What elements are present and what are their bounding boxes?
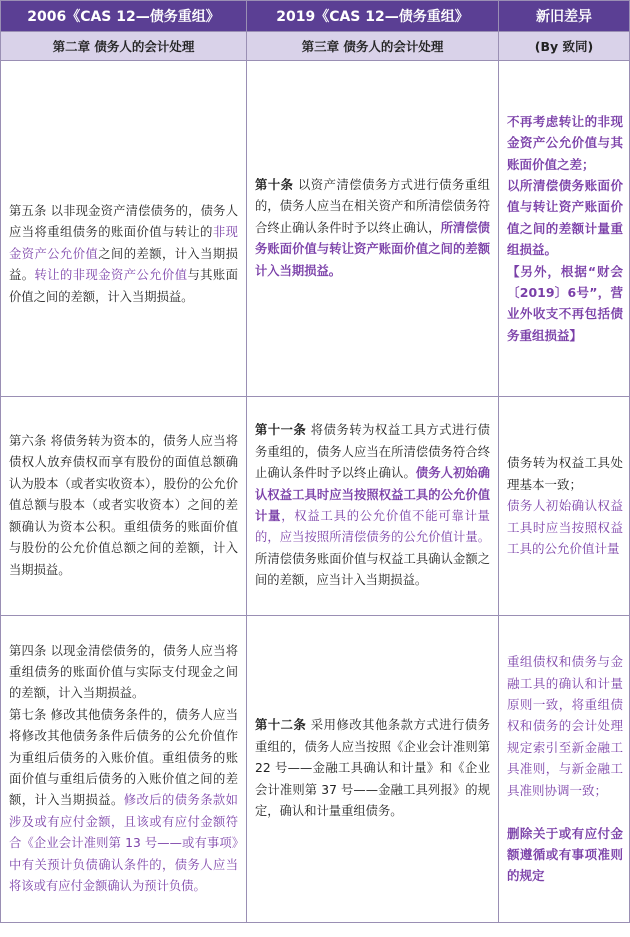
- old-highlight: 非现金资产公允价值: [9, 225, 238, 261]
- old-rule-cell: [1, 616, 247, 923]
- old-highlight: 转让的非现金资产公允价值: [34, 268, 188, 283]
- header-2006: 2006《CAS 12—债务重组》: [1, 1, 247, 32]
- diff-text: 重组债权和债务与金融工具的确认和计量原则一致，将重组债权和债务的会计处理规定索引至新金融工具准则，与新金融工具准则协调一致；: [507, 654, 623, 798]
- old-text: 与其账面价值之间的差额，计入当期损益。: [9, 268, 238, 304]
- table-row: [1, 616, 630, 923]
- new-highlight: 债务人初始确认权益工具时应当按照权益工具的公允价值计量: [255, 466, 490, 523]
- article-number: 第十条: [255, 177, 294, 192]
- diff-text: 以所清偿债务账面价值与转让资产账面价值之间的差额计量重组损益。: [507, 177, 623, 258]
- new-text: 所清偿债务账面价值与权益工具确认金额之间的差额，应当计入当期损益。: [255, 551, 490, 588]
- old-text: 第四条 以现金清偿债务的，债务人应当将重组债务的账面价值与实际支付现金之间的差额，计入当期损益。: [9, 643, 238, 701]
- old-text: 第五条 以非现金资产清偿债务的，债务人应当将重组债务的账面价值与转让的: [9, 203, 238, 240]
- diff-text: 【另外，根据“财会〔2019〕6号”，营业外收支不再包括债务重组损益】: [507, 263, 623, 343]
- subheader-row: [1, 32, 630, 61]
- article-number: 第十一条: [255, 423, 307, 438]
- old-text: 第六条 将债务转为资本的，债务人应当将债权人放弃债权而享有股份的面值总额确认为股本（或者实收资本），股份的公允价值总额与股本（或者实收资本）之间的差额确认为资本公积。重组债务的账面价值与股份的公允价值总额之间的差额，计入当期损益。: [9, 434, 238, 577]
- diff-text: 债务转为权益工具处理基本一致；: [507, 455, 623, 492]
- old-text: 之间的差额，计入当期损益。: [9, 246, 238, 283]
- subheader-2019: 第三章 债务人的会计处理: [247, 32, 499, 61]
- diff-cell: [499, 397, 630, 616]
- table-row: [1, 397, 630, 616]
- new-text: 采用修改其他条款方式进行债务重组的，债务人应当按照《企业会计准则第22 号——金融工具确认和计量》和《企业会计准则第 37 号——金融工具列报》的规定，确认和计量重组债务。: [255, 718, 490, 819]
- new-rule-cell: [247, 61, 499, 397]
- diff-text: 债务人初始确认权益工具时应当按照权益工具的公允价值计量: [507, 498, 623, 557]
- old-rule-cell: [1, 397, 247, 616]
- header-diff: 新旧差异: [499, 1, 630, 32]
- new-rule-cell: [247, 397, 499, 616]
- new-rule-cell: [247, 616, 499, 923]
- subheader-2006: 第二章 债务人的会计处理: [1, 32, 247, 61]
- diff-cell: [499, 616, 630, 923]
- new-highlight: 所清偿债务账面价值与转让资产账面价值之间的差额计入当期损益。: [255, 220, 490, 278]
- new-text: 将债务转为权益工具方式进行债务重组的，债务人应当在所清偿债务符合终止确认条件时予以终止确认。: [255, 423, 490, 481]
- diff-text: 删除关于或有应付金额遵循或有事项准则的规定: [507, 825, 623, 884]
- old-rule-cell: [1, 61, 247, 397]
- diff-text: 不再考虑转让的非现金资产公允价值与其账面价值之差；: [507, 113, 623, 172]
- old-text: 第七条 修改其他债务条件的，债务人应当将修改其他债务条件后债务的公允价值作为重组后债务的入账价值。重组债务的账面价值与重组后债务的入账价值之间的差额，计入当期损益。: [9, 707, 238, 808]
- article-number: 第十二条: [255, 718, 307, 733]
- new-highlight-light: ，权益工具的公允价值不能可靠计量的，应当按照所清偿债务的公允价值计量。: [255, 509, 490, 545]
- old-highlight: 修改后的债务条款如涉及或有应付金额，且该或有应付金额符合《企业会计准则第 13 号——或有事项》中有关预计负债确认条件的，债务人应当将该或有应付金额确认为预计负债。: [9, 793, 238, 894]
- header-row: [1, 1, 630, 32]
- subheader-diff: (By 致同): [499, 32, 630, 61]
- new-text: 以资产清偿债务方式进行债务重组的，债务人应当在相关资产和所清偿债务符合终止确认条件时予以终止确认，: [255, 177, 490, 235]
- header-2019: 2019《CAS 12—债务重组》: [247, 1, 499, 32]
- table-row: [1, 61, 630, 397]
- diff-cell: [499, 61, 630, 397]
